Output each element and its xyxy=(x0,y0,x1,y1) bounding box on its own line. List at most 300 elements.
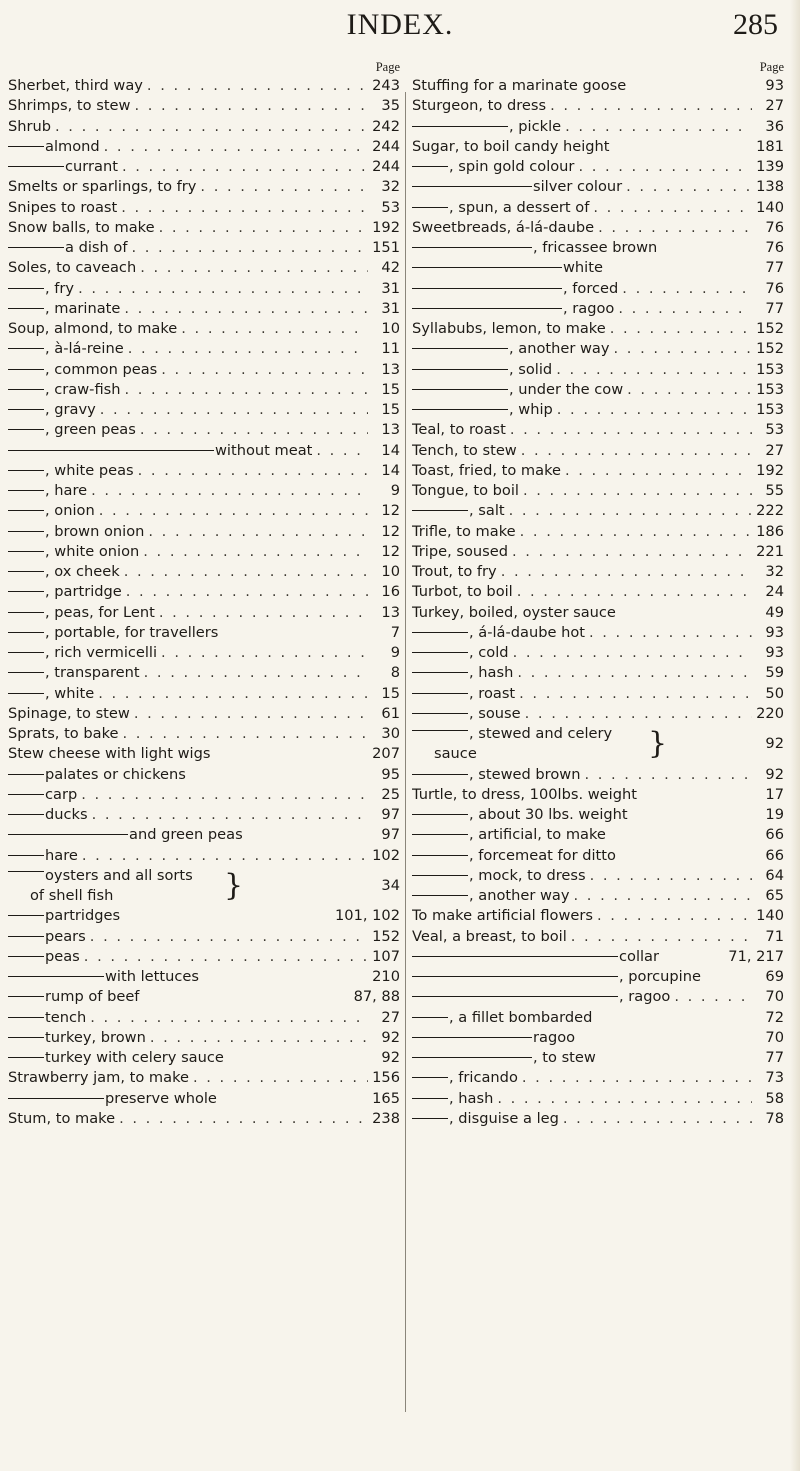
index-entry xyxy=(8,461,400,481)
entry-page-number: 64 xyxy=(765,866,784,884)
index-entry xyxy=(8,805,400,825)
index-entry xyxy=(412,603,784,623)
index-entry xyxy=(8,623,400,643)
index-entry xyxy=(8,987,400,1007)
index-entry xyxy=(412,785,784,805)
entry-text: Snow balls, to make xyxy=(8,218,155,236)
entry-text: , common peas xyxy=(45,360,158,378)
entry-text: Shrub xyxy=(8,117,52,135)
entry-page-number: 17 xyxy=(765,785,784,803)
entry-page-number: 14 xyxy=(381,461,400,479)
entry-page-number: 152 xyxy=(756,320,784,337)
entry-text: white xyxy=(563,259,603,277)
index-entry xyxy=(412,967,784,987)
entry-text-line1: , stewed and celery xyxy=(469,725,613,742)
entry-page-number: 77 xyxy=(765,299,784,317)
index-entry xyxy=(8,96,400,116)
entry-text: , hash xyxy=(469,664,514,682)
entry-page-number: 165 xyxy=(372,1089,400,1107)
entry-text: preserve whole xyxy=(105,1089,217,1107)
entry-text xyxy=(8,866,400,886)
entry-page-number: 138 xyxy=(756,178,784,196)
ditto-rule xyxy=(8,1098,104,1099)
ditto-rule xyxy=(412,956,618,957)
index-entry xyxy=(412,218,784,238)
index-entry xyxy=(8,501,400,521)
dot-leader xyxy=(627,380,752,400)
dot-leader xyxy=(497,1089,752,1109)
entry-page-number: 7 xyxy=(390,623,400,641)
index-entry xyxy=(8,117,400,137)
entry-text: , ox cheek xyxy=(45,563,120,580)
index-entry xyxy=(8,825,400,845)
entry-text: , á-lá-daube hot xyxy=(469,623,585,641)
index-entry xyxy=(8,360,400,380)
index-entry xyxy=(8,157,400,177)
entry-text: Stuffing for a marinate goose xyxy=(412,77,627,94)
ditto-rule xyxy=(412,652,468,653)
entry-page-number: 244 xyxy=(372,137,400,155)
entry-page-number: 152 xyxy=(372,927,400,945)
index-entry xyxy=(412,380,784,400)
entry-text: , peas, for Lent xyxy=(45,603,155,621)
index-entry xyxy=(8,927,400,947)
page-title: INDEX. xyxy=(346,8,454,41)
ditto-rule xyxy=(8,996,44,997)
index-entry xyxy=(412,582,784,602)
index-entry xyxy=(412,420,784,440)
ditto-rule xyxy=(412,632,468,633)
entry-page-number: 192 xyxy=(372,218,400,236)
dot-leader xyxy=(523,481,752,501)
entry-page-number: 70 xyxy=(765,1028,784,1046)
entry-page-number: 92 xyxy=(381,1049,400,1066)
entry-text: pears xyxy=(45,927,86,945)
entry-page-number: 16 xyxy=(381,583,400,601)
ditto-rule xyxy=(8,591,44,592)
entry-text: , marinate xyxy=(45,299,121,317)
index-entry xyxy=(8,947,400,967)
index-entry xyxy=(412,76,784,96)
ditto-rule xyxy=(8,389,44,390)
ditto-rule xyxy=(412,186,532,187)
entry-text: Tripe, soused xyxy=(412,542,508,560)
ditto-rule xyxy=(8,693,44,694)
ditto-rule xyxy=(8,915,44,916)
index-entry xyxy=(8,1109,400,1129)
entry-page-number: 93 xyxy=(765,623,784,641)
entry-text: , craw-fish xyxy=(45,380,121,398)
index-entry xyxy=(8,1008,400,1028)
entry-text: , porcupine xyxy=(619,968,701,985)
entry-page-number: 153 xyxy=(756,401,784,418)
entry-text: almond xyxy=(45,137,100,155)
entry-page-number: 66 xyxy=(765,826,784,844)
entry-text: Spinage, to stew xyxy=(8,704,130,722)
dot-leader xyxy=(578,157,752,177)
index-entry xyxy=(8,1028,400,1048)
index-entry xyxy=(412,400,784,420)
entry-text: and green peas xyxy=(129,826,243,844)
entry-page-number: 10 xyxy=(381,320,400,337)
entry-page-number: 27 xyxy=(765,441,784,459)
entry-text: , to stew xyxy=(533,1049,596,1066)
entry-text: ducks xyxy=(45,806,88,823)
entry-page-number: 32 xyxy=(765,563,784,580)
index-entry xyxy=(8,744,400,764)
entry-text: Trifle, to make xyxy=(412,522,516,540)
dot-leader xyxy=(125,380,369,400)
dot-leader xyxy=(550,96,752,116)
entry-page-number: 87, 88 xyxy=(353,988,400,1006)
index-entry xyxy=(412,339,784,359)
entry-text: peas xyxy=(45,947,80,965)
index-entry xyxy=(412,643,784,663)
ditto-rule xyxy=(8,956,44,957)
index-entry xyxy=(8,76,400,96)
index-entry xyxy=(412,906,784,926)
dot-leader xyxy=(584,765,752,785)
entry-page-number: 53 xyxy=(381,198,400,216)
entry-text: Tench, to stew xyxy=(412,441,517,459)
entry-text: Turbot, to boil xyxy=(412,583,513,601)
index-entry xyxy=(8,1048,400,1068)
dot-leader xyxy=(557,400,752,420)
ditto-rule xyxy=(412,996,618,997)
dot-leader xyxy=(159,218,368,238)
entry-page-number: 69 xyxy=(765,968,784,985)
index-column-left xyxy=(8,58,400,1129)
dot-leader xyxy=(525,704,752,724)
entry-page-number: 9 xyxy=(390,644,400,661)
entry-text: , hash xyxy=(449,1089,494,1107)
entry-text: , forcemeat for ditto xyxy=(469,846,616,864)
dot-leader xyxy=(521,441,752,461)
entry-page-number: 153 xyxy=(756,360,784,378)
entry-text: , forced xyxy=(563,279,619,297)
entry-page-number: 12 xyxy=(381,502,400,520)
index-entry xyxy=(8,967,400,987)
ditto-rule xyxy=(412,834,468,835)
index-entry xyxy=(412,96,784,116)
entry-text: , ragoo xyxy=(563,299,615,317)
ditto-rule xyxy=(8,1017,44,1018)
ditto-rule xyxy=(8,348,44,349)
entry-page-number: 78 xyxy=(765,1109,784,1127)
entry-text: , stewed brown xyxy=(469,765,581,783)
ditto-rule xyxy=(8,652,44,653)
entry-text: , portable, for travellers xyxy=(45,623,219,641)
entry-page-number: 32 xyxy=(381,178,400,196)
index-entry xyxy=(412,1028,784,1048)
entry-page-number: 76 xyxy=(765,218,784,236)
entry-page-number: 15 xyxy=(381,401,400,418)
entry-text: , cold xyxy=(469,644,509,661)
dot-leader xyxy=(140,258,368,278)
index-entry xyxy=(412,177,784,197)
entry-page-number: 92 xyxy=(765,735,784,752)
index-entry xyxy=(8,846,400,866)
dot-leader xyxy=(134,96,368,116)
entry-page-number: 242 xyxy=(372,117,400,135)
entry-page-number: 10 xyxy=(381,563,400,580)
entry-text: , artificial, to make xyxy=(469,826,606,844)
index-entry xyxy=(412,1048,784,1068)
ditto-rule xyxy=(8,429,44,430)
entry-text-line2: of shell fish xyxy=(30,887,114,904)
index-column-right xyxy=(412,58,784,1129)
entry-text: Soles, to caveach xyxy=(8,259,137,277)
index-entry xyxy=(412,663,784,683)
ditto-rule xyxy=(412,875,468,876)
dot-leader xyxy=(122,157,368,177)
entry-text: Smelts or sparlings, to fry xyxy=(8,178,197,196)
index-entry xyxy=(412,1109,784,1129)
dot-leader xyxy=(150,1028,368,1048)
dot-leader xyxy=(519,684,752,704)
index-entry xyxy=(412,279,784,299)
entry-text: Shrimps, to stew xyxy=(8,97,131,115)
index-entry xyxy=(412,562,784,582)
entry-page-number: 13 xyxy=(381,360,400,378)
ditto-rule xyxy=(8,976,104,977)
entry-text: turkey with celery sauce xyxy=(45,1049,224,1066)
index-list-right xyxy=(412,76,784,1129)
page-header xyxy=(0,4,800,50)
ditto-rule xyxy=(412,1017,448,1018)
entry-text: , onion xyxy=(45,502,95,520)
index-entry xyxy=(8,542,400,562)
dot-leader xyxy=(134,704,368,724)
ditto-rule xyxy=(8,855,44,856)
index-entry xyxy=(412,805,784,825)
entry-page-number: 97 xyxy=(381,826,400,844)
index-entry xyxy=(8,400,400,420)
index-entry xyxy=(8,1089,400,1109)
index-entry xyxy=(412,299,784,319)
ditto-rule xyxy=(412,895,468,896)
entry-page-number: 50 xyxy=(765,684,784,702)
entry-text: Turtle, to dress, 100lbs. weight xyxy=(412,785,637,803)
ditto-rule xyxy=(8,814,44,815)
ditto-rule xyxy=(8,871,44,872)
entry-text: Teal, to roast xyxy=(412,421,506,439)
entry-text: , white xyxy=(45,684,95,702)
index-entry xyxy=(8,238,400,258)
entry-page-number: 53 xyxy=(765,421,784,439)
dot-leader xyxy=(148,522,368,542)
index-entry xyxy=(412,238,784,258)
dot-leader xyxy=(565,117,752,137)
ditto-rule xyxy=(412,510,468,511)
dot-leader xyxy=(90,1008,368,1028)
index-entry xyxy=(8,1068,400,1088)
entry-page-number: 65 xyxy=(765,887,784,904)
dot-leader xyxy=(200,177,368,197)
dot-leader xyxy=(138,461,368,481)
index-entry xyxy=(412,724,784,765)
dot-leader xyxy=(119,1109,368,1129)
index-entry xyxy=(8,218,400,238)
index-entry xyxy=(412,684,784,704)
entry-page-number: 71, 217 xyxy=(728,947,784,965)
entry-text: , green peas xyxy=(45,421,136,439)
ditto-rule xyxy=(412,693,468,694)
entry-text: silver colour xyxy=(533,178,623,196)
entry-page-number: 192 xyxy=(756,461,784,479)
dot-leader xyxy=(124,562,368,582)
index-entry xyxy=(8,177,400,197)
ditto-rule xyxy=(8,146,44,147)
entry-page-number: 34 xyxy=(381,876,400,894)
entry-text: Toast, fried, to make xyxy=(412,461,561,479)
entry-page-number: 101, 102 xyxy=(335,907,400,925)
ditto-rule xyxy=(412,1118,448,1119)
entry-text: , solid xyxy=(509,360,553,378)
ditto-rule xyxy=(8,1037,44,1038)
ditto-rule xyxy=(8,308,44,309)
entry-page-number: 77 xyxy=(765,259,784,277)
ditto-rule xyxy=(412,166,448,167)
index-entry xyxy=(412,258,784,278)
ditto-rule xyxy=(8,510,44,511)
entry-text: To make artificial flowers xyxy=(412,907,593,925)
entry-page-number: 139 xyxy=(756,158,784,175)
ditto-rule xyxy=(8,369,44,370)
entry-page-number: 12 xyxy=(381,522,400,540)
dot-leader xyxy=(82,846,368,866)
brace-glyph: } xyxy=(648,726,668,761)
dot-leader xyxy=(126,582,368,602)
index-entry xyxy=(8,339,400,359)
ditto-rule xyxy=(8,1057,44,1058)
ditto-rule xyxy=(8,672,44,673)
dot-leader xyxy=(144,663,368,683)
index-entry xyxy=(412,441,784,461)
index-entry xyxy=(412,1068,784,1088)
ditto-rule xyxy=(8,551,44,552)
entry-page-number: 36 xyxy=(765,117,784,135)
entry-text: carp xyxy=(45,785,78,803)
dot-leader xyxy=(590,866,752,886)
entry-page-number: 15 xyxy=(381,684,400,702)
ditto-rule xyxy=(412,126,508,127)
dot-leader xyxy=(143,542,368,562)
dot-leader xyxy=(618,299,752,319)
entry-text: , gravy xyxy=(45,401,96,418)
dot-leader xyxy=(100,400,368,420)
entry-text: currant xyxy=(65,158,118,175)
index-entry xyxy=(412,947,784,967)
entry-text xyxy=(412,724,784,744)
entry-page-number: 210 xyxy=(372,968,400,985)
entry-text: hare xyxy=(45,846,78,864)
entry-text: , disguise a leg xyxy=(449,1109,559,1127)
ditto-rule xyxy=(8,936,44,937)
entry-text: , a fillet bombarded xyxy=(449,1008,593,1026)
entry-page-number: 156 xyxy=(372,1069,400,1087)
entry-page-number: 107 xyxy=(372,947,400,965)
dot-leader xyxy=(565,461,752,481)
entry-page-number: 55 xyxy=(765,482,784,499)
dot-leader xyxy=(622,279,752,299)
entry-page-number: 181 xyxy=(756,137,784,155)
dot-leader xyxy=(598,218,752,238)
index-entry xyxy=(8,441,400,461)
index-entry xyxy=(412,886,784,906)
entry-page-number: 13 xyxy=(381,603,400,621)
index-entry xyxy=(412,319,784,339)
dot-leader xyxy=(520,522,752,542)
dot-leader xyxy=(556,360,752,380)
entry-text: , white onion xyxy=(45,542,140,560)
ditto-rule xyxy=(412,369,508,370)
dot-leader xyxy=(91,481,368,501)
entry-page-number: 27 xyxy=(381,1008,400,1026)
index-entry xyxy=(412,846,784,866)
index-entry xyxy=(412,542,784,562)
entry-page-number: 153 xyxy=(756,380,784,398)
entry-text: without meat xyxy=(215,441,313,459)
ditto-rule xyxy=(8,632,44,633)
dot-leader xyxy=(593,198,752,218)
entry-page-number: 93 xyxy=(765,77,784,94)
index-list-left xyxy=(8,76,400,1129)
entry-text: , white peas xyxy=(45,461,134,479)
entry-text: Stum, to make xyxy=(8,1109,116,1127)
dot-leader xyxy=(517,582,752,602)
entry-page-number: 58 xyxy=(765,1089,784,1107)
ditto-rule xyxy=(412,247,532,248)
index-entry xyxy=(412,623,784,643)
dot-leader xyxy=(563,1109,752,1129)
index-entry xyxy=(8,704,400,724)
dot-leader xyxy=(193,1068,368,1088)
dot-leader xyxy=(55,117,368,137)
entry-text: , another way xyxy=(509,340,610,358)
entry-page-number: 76 xyxy=(765,279,784,297)
entry-text-line2: sauce xyxy=(434,745,477,763)
index-entry xyxy=(412,117,784,137)
entry-page-number: 77 xyxy=(765,1049,784,1066)
dot-leader xyxy=(614,339,752,359)
dot-leader xyxy=(122,724,368,744)
index-entry xyxy=(412,704,784,724)
entry-page-number: 59 xyxy=(765,664,784,682)
index-entry xyxy=(8,906,400,926)
ditto-rule xyxy=(412,814,468,815)
entry-page-number: 238 xyxy=(372,1109,400,1127)
entry-page-number: 92 xyxy=(381,1028,400,1046)
entry-page-number: 92 xyxy=(765,765,784,783)
ditto-rule xyxy=(412,288,562,289)
dot-leader xyxy=(674,987,752,1007)
ditto-rule xyxy=(8,834,128,835)
entry-page-number: 76 xyxy=(765,239,784,256)
entry-page-number: 19 xyxy=(765,806,784,823)
index-entry xyxy=(8,765,400,785)
column-divider xyxy=(405,92,406,1412)
ditto-rule xyxy=(412,976,618,977)
entry-page-number: 222 xyxy=(756,502,784,520)
index-entry xyxy=(8,380,400,400)
entry-text: , whip xyxy=(509,401,553,418)
entry-text: Turkey, boiled, oyster sauce xyxy=(412,603,616,621)
ditto-rule xyxy=(412,348,508,349)
ditto-rule xyxy=(412,1098,448,1099)
entry-text: Soup, almond, to make xyxy=(8,320,178,337)
entry-text: Sweetbreads, á-lá-daube xyxy=(412,218,595,236)
